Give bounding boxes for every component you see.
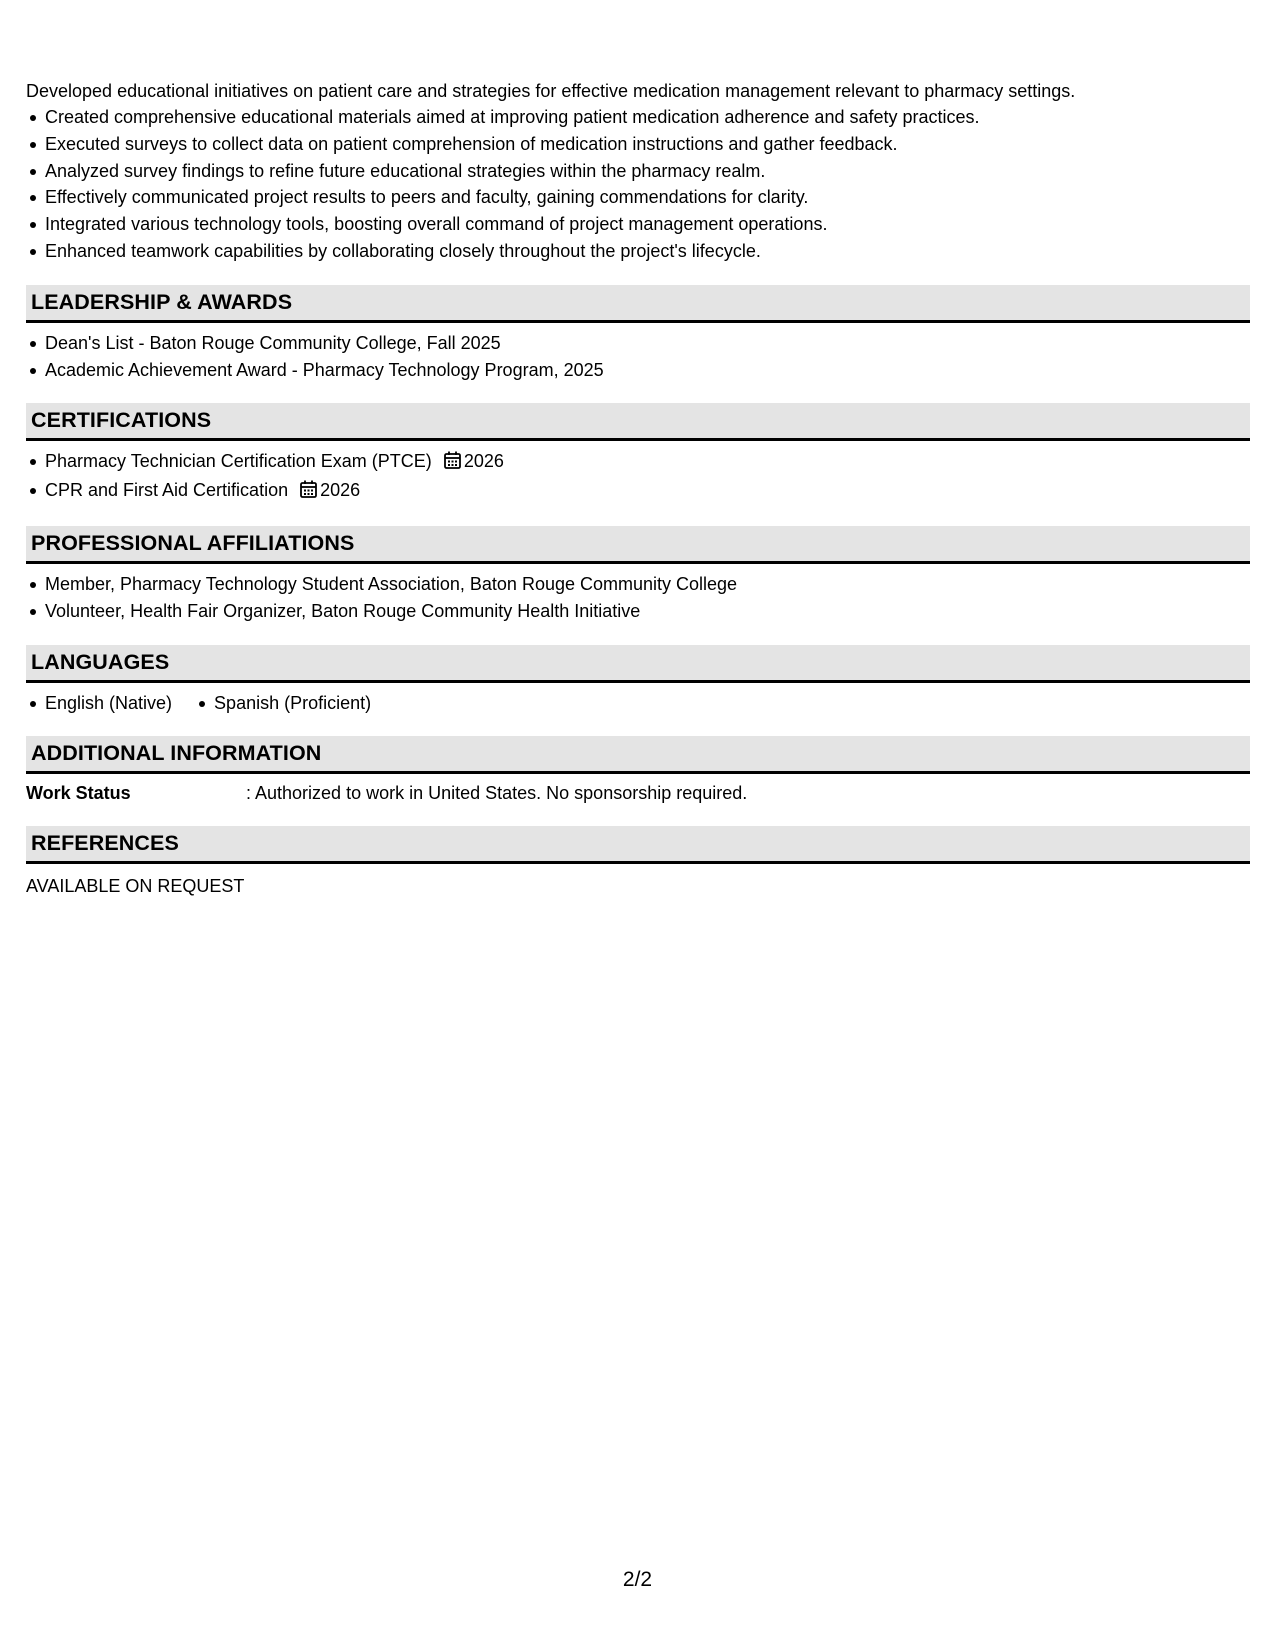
list-item: Analyzed survey findings to refine future educational strategies within the pharmacy realm.: [26, 158, 1250, 185]
affiliations-list: [26, 571, 1250, 625]
references-text: AVAILABLE ON REQUEST: [26, 876, 245, 897]
affiliations-section: [26, 526, 1250, 625]
work-status-value: : Authorized to work in United States. No sponsorship required.: [246, 783, 748, 804]
list-item: Volunteer, Health Fair Organizer, Baton Rouge Community Health Initiative: [26, 598, 1250, 625]
list-item: Created comprehensive educational materials aimed at improving patient medication adherence and safety practices.: [26, 104, 1250, 131]
certifications-list: [26, 448, 1250, 506]
certification-name: CPR and First Aid Certification: [45, 480, 289, 501]
section-heading: LANGUAGES: [26, 645, 1250, 683]
project-intro: Developed educational initiatives on patient care and strategies for effective medication management relevant to pharmacy settings.: [26, 81, 1076, 101]
list-item: English (Native): [26, 690, 172, 717]
work-status-label: Work Status: [26, 783, 131, 804]
section-heading: LEADERSHIP & AWARDS: [26, 285, 1250, 323]
list-item: Dean's List - Baton Rouge Community College, Fall 2025: [26, 330, 1250, 357]
certification-year: 2026: [320, 480, 361, 501]
list-item: [26, 448, 1250, 477]
calendar-icon: [300, 479, 317, 506]
section-heading: PROFESSIONAL AFFILIATIONS: [26, 526, 1250, 564]
certification-year: 2026: [463, 451, 504, 472]
section-heading: ADDITIONAL INFORMATION: [26, 736, 1250, 774]
list-item: Academic Achievement Award - Pharmacy Technology Program, 2025: [26, 357, 1250, 384]
leadership-section: [26, 285, 1250, 384]
page-number: 2/2: [622, 1568, 653, 1591]
languages-section: [26, 645, 1250, 717]
languages-list: [26, 690, 1250, 717]
list-item: Executed surveys to collect data on patient comprehension of medication instructions and gather feedback.: [26, 131, 1250, 158]
project-section: [26, 78, 1250, 265]
list-item: [26, 477, 1250, 506]
section-heading: CERTIFICATIONS: [26, 403, 1250, 441]
section-heading: REFERENCES: [26, 826, 1250, 864]
list-item: Enhanced teamwork capabilities by collaborating closely throughout the project's lifecycle.: [26, 238, 1250, 265]
leadership-list: [26, 330, 1250, 384]
list-item: Effectively communicated project results to peers and faculty, gaining commendations for clarity.: [26, 184, 1250, 211]
additional-info-section: [26, 736, 1250, 806]
work-status-row: [26, 780, 1250, 806]
list-item: Spanish (Proficient): [195, 690, 371, 717]
project-bullets: [26, 104, 1250, 265]
resume-page: [26, 78, 1250, 899]
calendar-icon: [444, 450, 461, 477]
list-item: Integrated various technology tools, boosting overall command of project management operations.: [26, 211, 1250, 238]
list-item: Member, Pharmacy Technology Student Association, Baton Rouge Community College: [26, 571, 1250, 598]
certification-name: Pharmacy Technician Certification Exam (PTCE): [45, 451, 432, 472]
certifications-section: [26, 403, 1250, 506]
references-section: [26, 826, 1250, 899]
